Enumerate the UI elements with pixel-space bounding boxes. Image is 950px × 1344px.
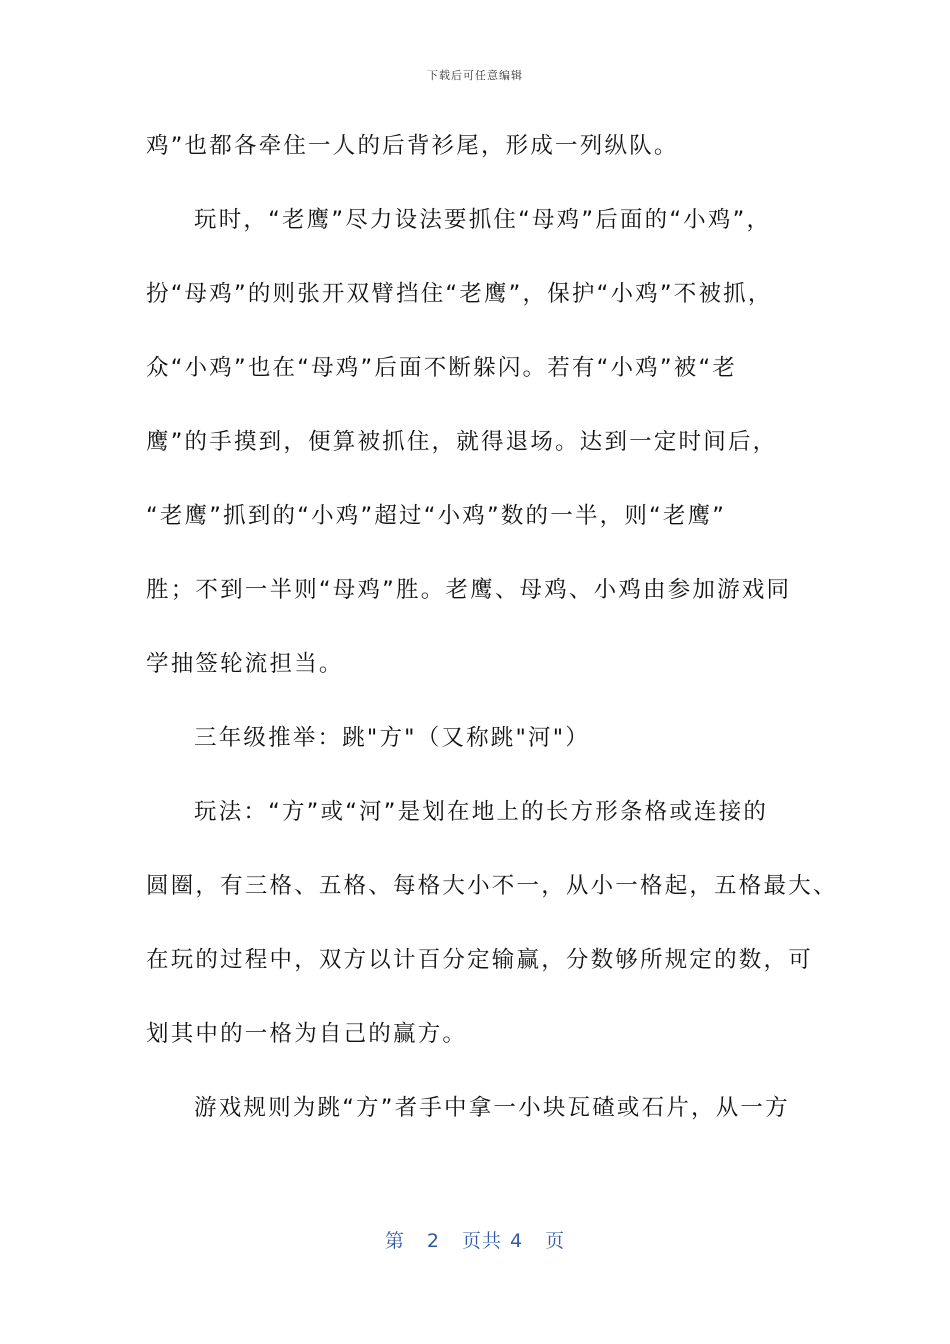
text-line: 圆圈，有三格、五格、每格大小不一，从小一格起，五格最大、 bbox=[146, 873, 838, 899]
text-line: 玩时，“老鹰”尽力设法要抓住“母鸡”后面的“小鸡”， bbox=[194, 207, 772, 233]
text-line: 学抽签轮流担当。 bbox=[146, 651, 344, 677]
text-line: 扮“母鸡”的则张开双臂挡住“老鹰”，保护“小鸡”不被抓， bbox=[146, 281, 773, 307]
text-line: 玩法：“方”或“河”是划在地上的长方形条格或连接的 bbox=[194, 799, 769, 825]
footer-total-pages: 4 bbox=[510, 1230, 524, 1252]
text-line: 划其中的一格为自己的赢方。 bbox=[146, 1021, 468, 1047]
page-footer bbox=[0, 1226, 950, 1253]
text-line: 在玩的过程中，双方以计百分定输赢，分数够所规定的数，可 bbox=[146, 947, 813, 973]
footer-suffix: 页 bbox=[545, 1230, 566, 1252]
page-header: 下载后可任意编辑 bbox=[427, 69, 523, 82]
text-line: 鹰”的手摸到，便算被抓住，就得退场。达到一定时间后， bbox=[146, 429, 778, 455]
text-line: 胜；不到一半则“母鸡”胜。老鹰、母鸡、小鸡由参加游戏同 bbox=[146, 577, 792, 603]
text-line: 鸡”也都各牵住一人的后背衫尾，形成一列纵队。 bbox=[146, 133, 679, 159]
footer-page-number: 2 bbox=[426, 1230, 440, 1252]
document-body bbox=[146, 128, 838, 1164]
text-line: 众“小鸡”也在“母鸡”后面不断躲闪。若有“小鸡”被“老 bbox=[146, 355, 737, 381]
footer-prefix: 第 bbox=[384, 1230, 405, 1252]
section-heading: 三年级推举：跳"方"（又称跳"河"） bbox=[194, 725, 590, 751]
footer-middle: 页共 bbox=[461, 1230, 502, 1252]
text-line: “老鹰”抓到的“小鸡”超过“小鸡”数的一半，则“老鹰” bbox=[146, 503, 727, 529]
text-line: 游戏规则为跳“方”者手中拿一小块瓦碴或石片，从一方 bbox=[194, 1095, 790, 1121]
